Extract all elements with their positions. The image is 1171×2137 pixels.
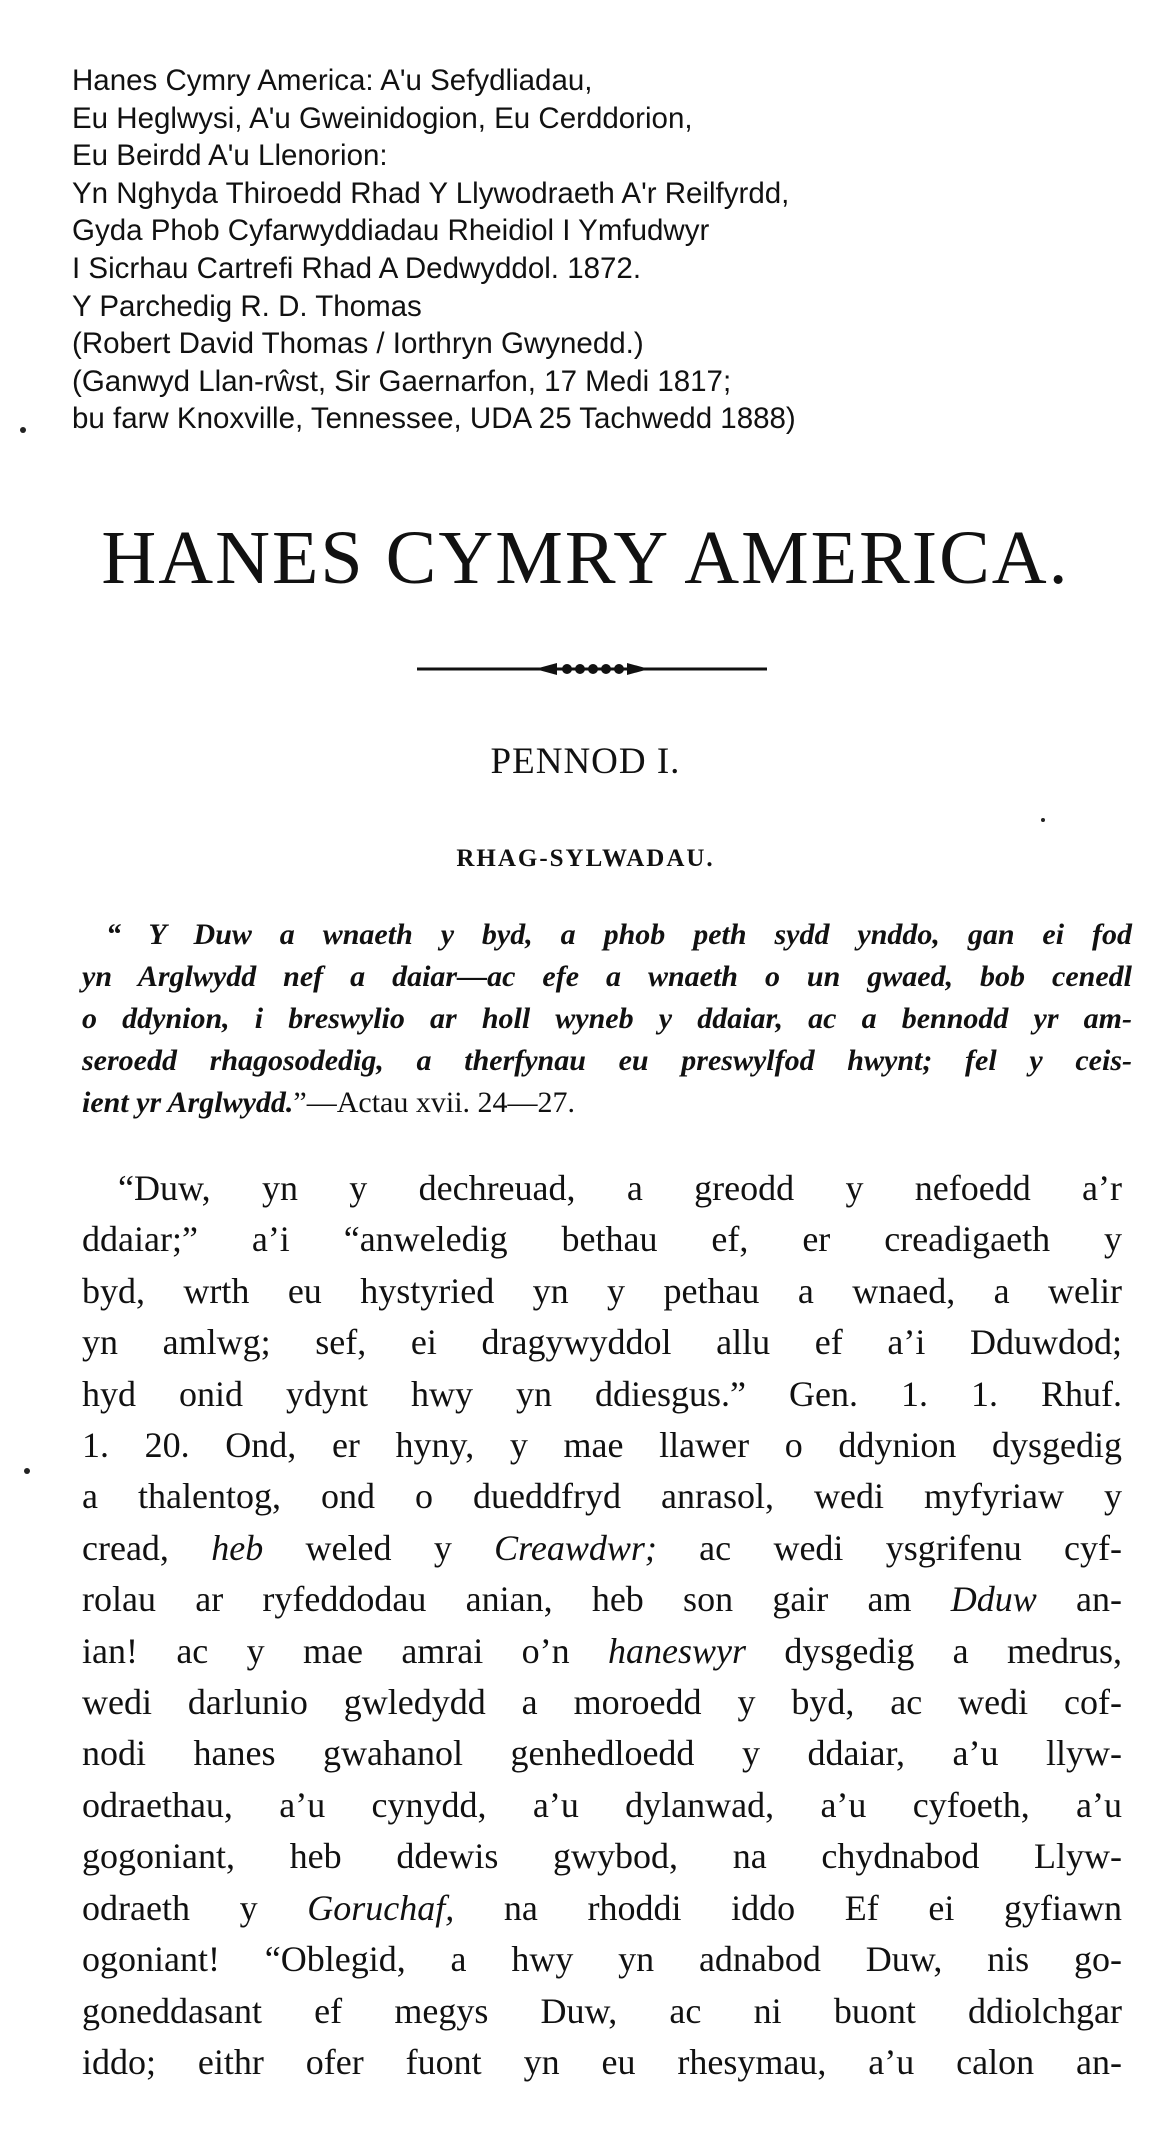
header-line: (Robert David Thomas / Iorthryn Gwynedd.) (72, 327, 644, 361)
book-title: HANES CYMRY AMERICA. (101, 516, 1070, 600)
body-italic-run: haneswyr (607, 1630, 746, 1671)
bibliographic-header (72, 62, 1072, 438)
body-italic-run: Goruchaf, (307, 1887, 455, 1928)
body-text-run: odraeth y (82, 1887, 308, 1928)
section-heading: RHAG-SYLWADAU. (456, 845, 715, 872)
body-text-run: cread, (82, 1527, 212, 1568)
body-line (82, 1574, 1122, 1625)
scan-speck (20, 427, 26, 433)
scan-speck (1041, 818, 1045, 822)
body-line: ddaiar;” a’i “anweledig bethau ef, er creadigaeth y (82, 1219, 1122, 1260)
body-line: gogoniant, heb ddewis gwybod, na chydnabod Llyw- (82, 1836, 1122, 1877)
header-line: (Ganwyd Llan-rŵst, Sir Gaernarfon, 17 Medi 1817; (72, 364, 732, 398)
epigraph-line (82, 1082, 1132, 1124)
header-line: Eu Heglwysi, A'u Gweinidogion, Eu Cerddorion, (72, 101, 693, 135)
body-text-run: dysgedig a medrus, (745, 1630, 1122, 1671)
epigraph-line: o ddynion, i breswylio ar holl wyneb y ddaiar, ac a bennodd yr am- (82, 1002, 1132, 1035)
header-line: Y Parchedig R. D. Thomas (72, 289, 422, 323)
body-line: 1. 20. Ond, er hyny, y mae llawer o ddynion dysgedig (82, 1425, 1122, 1466)
header-line: Hanes Cymry America: A'u Sefydliadau, (72, 64, 593, 97)
body-text-run: weled y (263, 1527, 495, 1568)
body-line: ogoniant! “Oblegid, a hwy yn adnabod Duw, nis go- (82, 1939, 1122, 1980)
body-line: wedi darlunio gwledydd a moroedd y byd, ac wedi cof- (82, 1682, 1122, 1723)
body-line: odraethau, a’u cynydd, a’u dylanwad, a’u cyfoeth, a’u (82, 1784, 1122, 1825)
body-text-run: rolau ar ryfeddodau anian, heb son gair am (82, 1579, 951, 1620)
body-italic-run: Creawdwr; (494, 1527, 657, 1568)
body-line: iddo; eithr ofer fuont yn eu rhesymau, a’u calon an- (82, 2041, 1122, 2082)
epigraph-italic-text: ient yr Arglwydd. (82, 1086, 294, 1119)
body-text-run: ac wedi ysgrifenu cyf- (656, 1527, 1122, 1568)
body-line: hyd onid ydynt hwy yn ddiesgus.” Gen. 1. 1. Rhuf. (82, 1373, 1122, 1414)
body-line: nodi hanes gwahanol genhedloedd y ddaiar, a’u llyw- (82, 1733, 1122, 1774)
ornamental-rule-icon (417, 660, 767, 678)
body-italic-run: heb (211, 1527, 264, 1568)
body-line: goneddasant ef megys Duw, ac ni buont ddiolchgar (82, 1990, 1122, 2031)
body-line: a thalentog, ond o dueddfryd anrasol, wedi myfyriaw y (82, 1476, 1122, 1517)
body-text-run: ian! ac y mae amrai o’n (82, 1630, 608, 1671)
scan-speck (24, 1468, 30, 1474)
header-line: bu farw Knoxville, Tennessee, UDA 25 Tachwedd 1888) (72, 402, 796, 436)
chapter-heading: PENNOD I. (490, 741, 681, 782)
header-line: Yn Nghyda Thiroedd Rhad Y Llywodraeth A'r Reilfyrdd, (72, 176, 790, 210)
body-line (82, 1523, 1122, 1574)
header-line: Eu Beirdd A'u Llenorion: (72, 139, 388, 173)
body-line (82, 1883, 1122, 1934)
epigraph-quote (82, 914, 1132, 1124)
body-line: byd, wrth eu hystyried yn y pethau a wnaed, a welir (82, 1270, 1122, 1311)
body-italic-run: Dduw (950, 1579, 1037, 1620)
body-paragraph (82, 1163, 1122, 2088)
body-text-run: an- (1036, 1579, 1122, 1620)
epigraph-citation: ”—Actau xvii. 24—27. (293, 1086, 576, 1119)
body-text-run: na rhoddi iddo Ef ei gyfiawn (454, 1887, 1122, 1928)
body-line: yn amlwg; sef, ei dragywyddol allu ef a’i Dduwdod; (82, 1322, 1122, 1363)
header-line: I Sicrhau Cartrefi Rhad A Dedwyddol. 1872. (72, 251, 642, 285)
body-line: “Duw, yn y dechreuad, a greodd y nefoedd a’r (118, 1168, 1122, 1208)
epigraph-line: “ Y Duw a wnaeth y byd, a phob peth sydd ynddo, gan ei fod (106, 918, 1132, 951)
body-line (82, 1626, 1122, 1677)
epigraph-line: seroedd rhagosodedig, a therfynau eu preswylfod hwynt; fel y ceis- (82, 1044, 1132, 1077)
header-line: Gyda Phob Cyfarwyddiadau Rheidiol I Ymfudwyr (72, 214, 710, 248)
epigraph-line: yn Arglwydd nef a daiar—ac efe a wnaeth o un gwaed, bob cenedl (82, 960, 1132, 993)
